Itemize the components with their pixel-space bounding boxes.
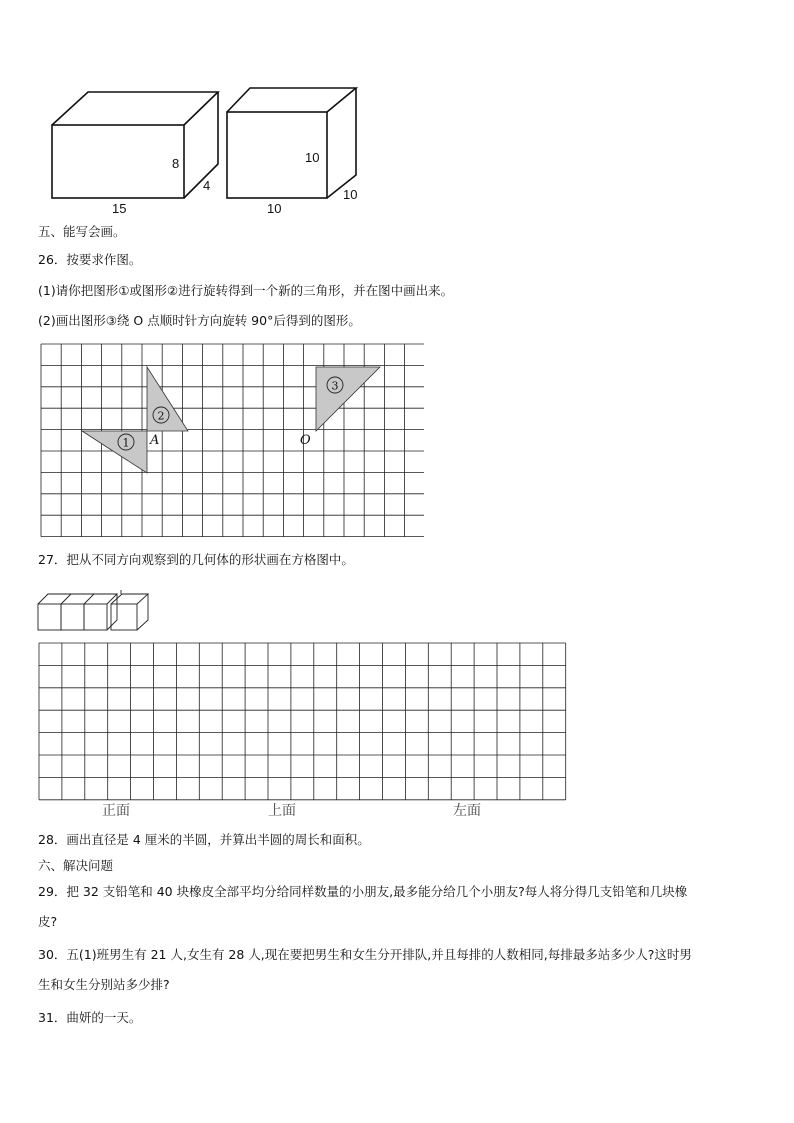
- cuboid-left: [52, 92, 218, 198]
- q26-sub2: (2)画出图形③绕 O 点顺时针方向旋转 90°后得到的图形。: [38, 313, 361, 328]
- view-top-label: 上面: [268, 803, 296, 819]
- shape-3-num: 3: [331, 379, 339, 393]
- view-left-label: 左面: [453, 803, 481, 819]
- section5-title: 五、能写会画。: [38, 224, 126, 239]
- triangle-shape-2: [147, 367, 188, 431]
- cuboid-right-length: 10: [267, 201, 282, 216]
- q30-line2: 生和女生分别站多少排?: [38, 977, 170, 992]
- triangle-shape-1: [82, 431, 147, 473]
- q29-line2: 皮?: [38, 914, 58, 929]
- q28-title: 28．画出直径是 4 厘米的半圆，并算出半圆的周长和面积。: [38, 832, 370, 847]
- shape-2-num: 2: [157, 409, 165, 423]
- q31-title: 31．曲妍的一天。: [38, 1010, 142, 1025]
- q29-line1: 29．把 32 支铅笔和 40 块橡皮全部平均分给同样数量的小朋友,最多能分给几个小朋友?每人将分得几支铅笔和几块橡: [38, 884, 688, 899]
- section6-title: 六、解决问题: [38, 858, 114, 873]
- cuboid-right-depth: 10: [343, 187, 358, 202]
- view-front-label: 正面: [102, 803, 130, 819]
- point-o-label: O: [300, 433, 311, 448]
- cuboid-right-height: 10: [305, 150, 320, 165]
- rotation-grid: [40, 343, 424, 539]
- q26-title: 26．按要求作图。: [38, 252, 142, 267]
- cuboid-left-depth: 4: [203, 178, 211, 193]
- triangle-shape-3: [316, 367, 380, 431]
- q27-title: 27．把从不同方向观察到的几何体的形状画在方格图中。: [38, 552, 354, 567]
- cuboid-left-length: 15: [112, 201, 127, 216]
- q30-line1: 30．五(1)班男生有 21 人,女生有 28 人,现在要把男生和女生分开排队,并且每排的人数相同,每排最多站多少人?这时男: [38, 947, 692, 962]
- cuboid-figures: [40, 80, 370, 220]
- cuboid-left-height: 8: [172, 156, 180, 171]
- q26-sub1: (1)请你把图形①或图形②进行旋转得到一个新的三角形，并在图中画出来。: [38, 283, 454, 298]
- cuboid-right: [227, 88, 356, 198]
- shape-1-num: 1: [122, 436, 130, 450]
- point-a-label: A: [150, 433, 160, 448]
- views-grid: [38, 642, 570, 802]
- cube-stack-figure: [36, 590, 156, 634]
